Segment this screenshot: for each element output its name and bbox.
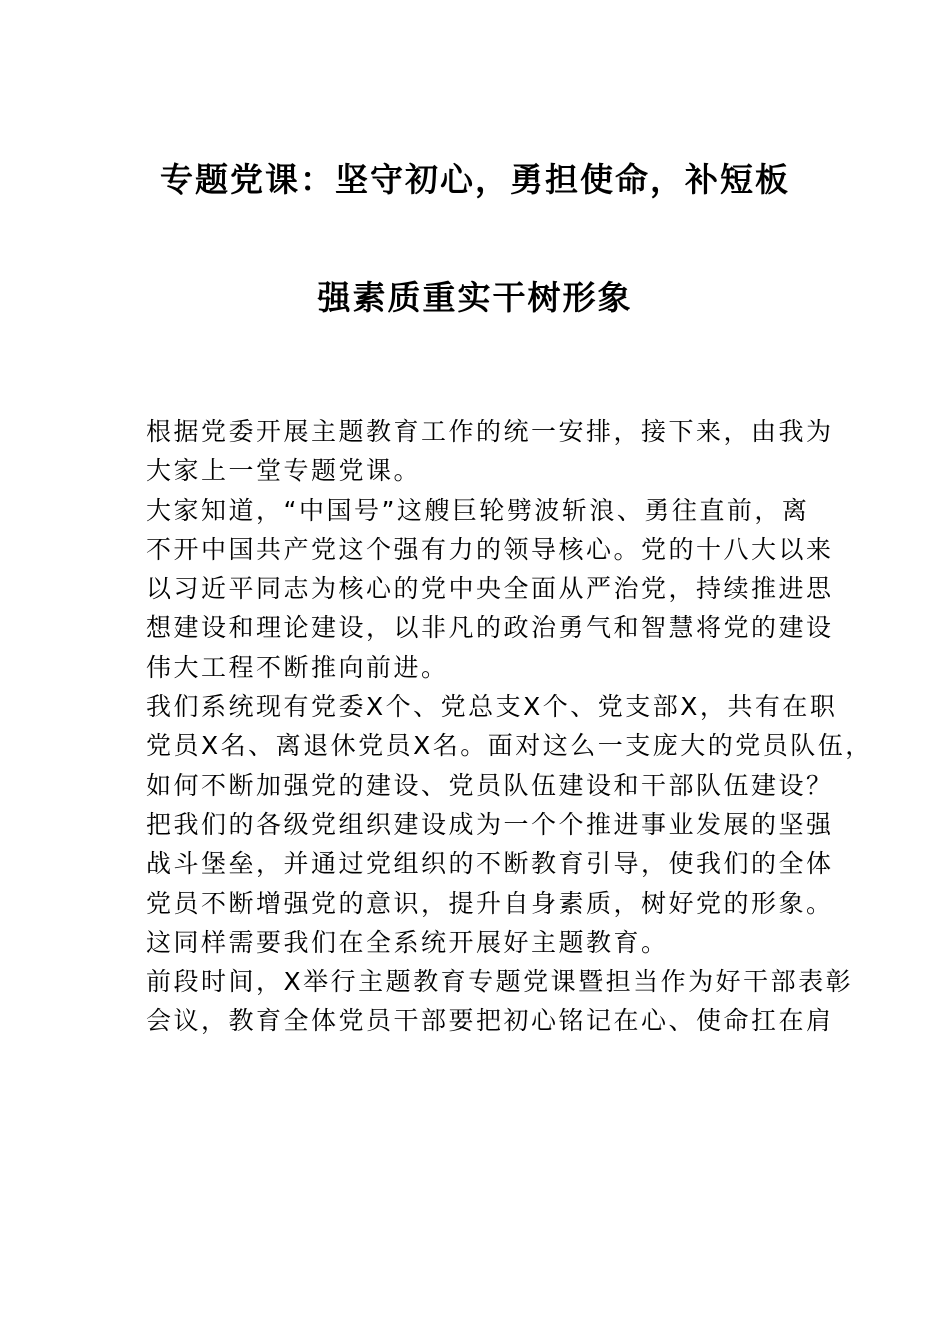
body-line: 想建设和理论建设，以非凡的政治勇气和智慧将党的建设: [146, 613, 834, 643]
body-line: 前段时间，X举行主题教育专题党课暨担当作为好干部表彰: [146, 967, 854, 997]
body-line: 会议，教育全体党员干部要把初心铭记在心、使命扛在肩: [146, 1006, 834, 1036]
body-line: 根据党委开展主题教育工作的统一安排，接下来，由我为: [146, 417, 834, 446]
document-title-line-1: 专题党课：坚守初心，勇担使命，补短板: [160, 160, 790, 199]
body-line: 如何不断加强党的建设、党员队伍建设和干部队伍建设？: [146, 770, 834, 800]
body-line: 伟大工程不断推向前进。: [146, 652, 449, 682]
body-line: 这同样需要我们在全系统开展好主题教育。: [146, 927, 669, 957]
body-line: 我们系统现有党委X个、党总支X个、党支部X，共有在职: [146, 692, 838, 722]
body-line: 不开中国共产党这个强有力的领导核心。党的十八大以来: [146, 534, 834, 564]
body-line: 党员不断增强党的意识，提升自身素质，树好党的形象。: [146, 888, 834, 918]
body-line: 大家知道，“中国号”这艘巨轮劈波斩浪、勇往直前，离: [146, 495, 810, 525]
body-line: 把我们的各级党组织建设成为一个个推进事业发展的坚强: [146, 809, 834, 839]
body-line: 战斗堡垒，并通过党组织的不断教育引导，使我们的全体: [146, 849, 834, 879]
document-body: [146, 412, 873, 1041]
body-line: 大家上一堂专题党课。: [146, 456, 422, 486]
body-line: 以习近平同志为核心的党中央全面从严治党，持续推进思: [146, 574, 834, 604]
body-line: 党员X名、离退休党员X名。面对这么一支庞大的党员队伍，: [146, 731, 873, 761]
document-title-line-2: 强素质重实干树形象: [317, 278, 633, 317]
